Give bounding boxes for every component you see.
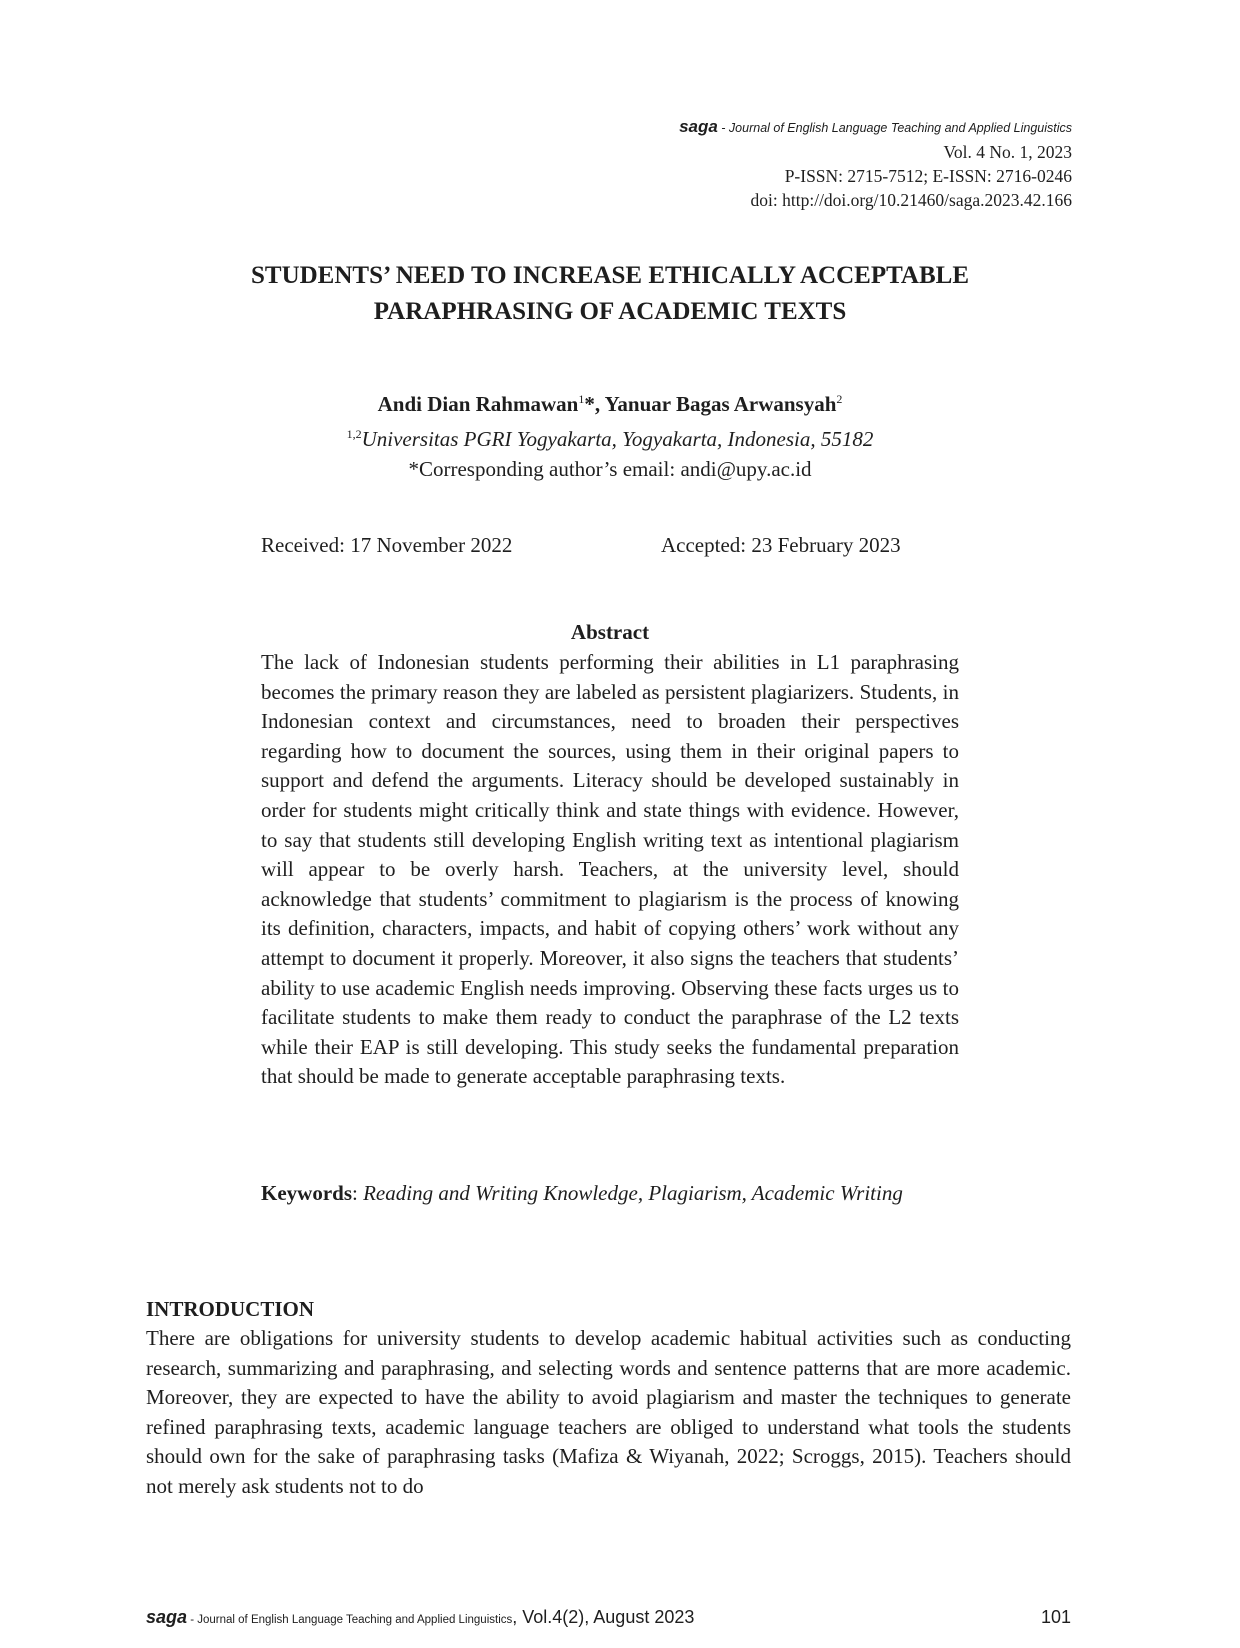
affiliation-mark: 1,2 bbox=[346, 427, 362, 441]
received-date: Received: 17 November 2022 bbox=[261, 533, 513, 557]
accepted-date: Accepted: 23 February 2023 bbox=[661, 533, 901, 557]
corresponding-mark: *, bbox=[584, 392, 605, 416]
paper-title-line-2: PARAPHRASING OF ACADEMIC TEXTS bbox=[373, 298, 847, 325]
doi-info: doi: http://doi.org/10.21460/saga.2023.42.166 bbox=[750, 190, 1072, 210]
affiliation-line bbox=[140, 419, 1080, 454]
journal-full-name: - Journal of English Language Teaching and Applied Linguistics bbox=[717, 121, 1072, 135]
abstract-heading: Abstract bbox=[570, 620, 650, 644]
volume-info: Vol. 4 No. 1, 2023 bbox=[943, 142, 1072, 162]
journal-short-name: saga bbox=[679, 117, 718, 136]
abstract-text: The lack of Indonesian students performing their abilities in L1 paraphrasing becomes the primary reason they are labeled as persistent plagiarizers. Students, in Indonesian context and circumstances, need to broaden their perspectives regarding how to document the sources, using them in their original papers to support and defend the arguments. Literacy should be developed sustainably in order for students might critically think and state things with evidence. However, to say that students still developing English writing text as intentional plagiarism will appear to be overly harsh. Teachers, at the university level, should acknowledge that students’ commitment to plagiarism is the process of knowing its definition, characters, impacts, and habit of copying others’ work without any attempt to document it properly. Moreover, it also signs the teachers that students’ ability to use academic English needs improving. Observing these facts urges us to facilitate students to make them ready to conduct the paraphrase of the L2 texts while their EAP is still developing. This study seeks the fundamental preparation that should be made to generate acceptable paraphrasing texts. bbox=[261, 650, 959, 1089]
footer-journal-short: saga bbox=[146, 1607, 188, 1627]
footer-issue: , Vol.4(2), August 2023 bbox=[512, 1607, 695, 1627]
introduction-text: There are obligations for university students to develop academic habitual activities such as conducting research, summarizing and paraphrasing, and selecting words and sentence patterns that are more academic. Moreover, they are expected to have the ability to avoid plagiarism and master the techniques to generate refined paraphrasing texts, academic language teachers are obliged to understand what tools the students should own for the sake of paraphrasing tasks (Mafiza & Wiyanah, 2022; Scroggs, 2015). Teachers should not merely ask students not to do bbox=[146, 1326, 1071, 1498]
keywords bbox=[261, 1178, 959, 1208]
keywords-label: Keywords bbox=[261, 1181, 352, 1205]
keywords-list: Reading and Writing Knowledge, Plagiarism, Academic Writing bbox=[363, 1181, 903, 1205]
author-2: Yanuar Bagas Arwansyah bbox=[604, 392, 837, 416]
page-number: 101 bbox=[1040, 1607, 1071, 1627]
running-head bbox=[679, 115, 1072, 212]
footer-journal-full: - Journal of English Language Teaching and Applied Linguistics bbox=[187, 1614, 513, 1626]
footer-journal bbox=[146, 1607, 694, 1628]
author-block bbox=[140, 384, 1080, 484]
author-names bbox=[140, 384, 1080, 419]
paper-title-line-1: STUDENTS’ NEED TO INCREASE ETHICALLY ACCEPTABLE bbox=[250, 262, 970, 289]
running-head-journal bbox=[679, 115, 1072, 140]
issn-info: P-ISSN: 2715-7512; E-ISSN: 2716-0246 bbox=[784, 166, 1072, 186]
keywords-separator: : bbox=[352, 1181, 364, 1205]
page-footer bbox=[146, 1607, 1071, 1635]
corresponding-email: *Corresponding author’s email: andi@upy.ac.id bbox=[408, 457, 812, 481]
author-1-affiliation-mark: 1 bbox=[578, 392, 585, 406]
author-2-affiliation-mark: 2 bbox=[836, 392, 843, 406]
paper-title bbox=[140, 258, 1080, 330]
introduction-heading: INTRODUCTION bbox=[146, 1297, 315, 1321]
affiliation: Universitas PGRI Yogyakarta, Yogyakarta, Indonesia, 55182 bbox=[361, 427, 874, 451]
author-1: Andi Dian Rahmawan bbox=[377, 392, 579, 416]
